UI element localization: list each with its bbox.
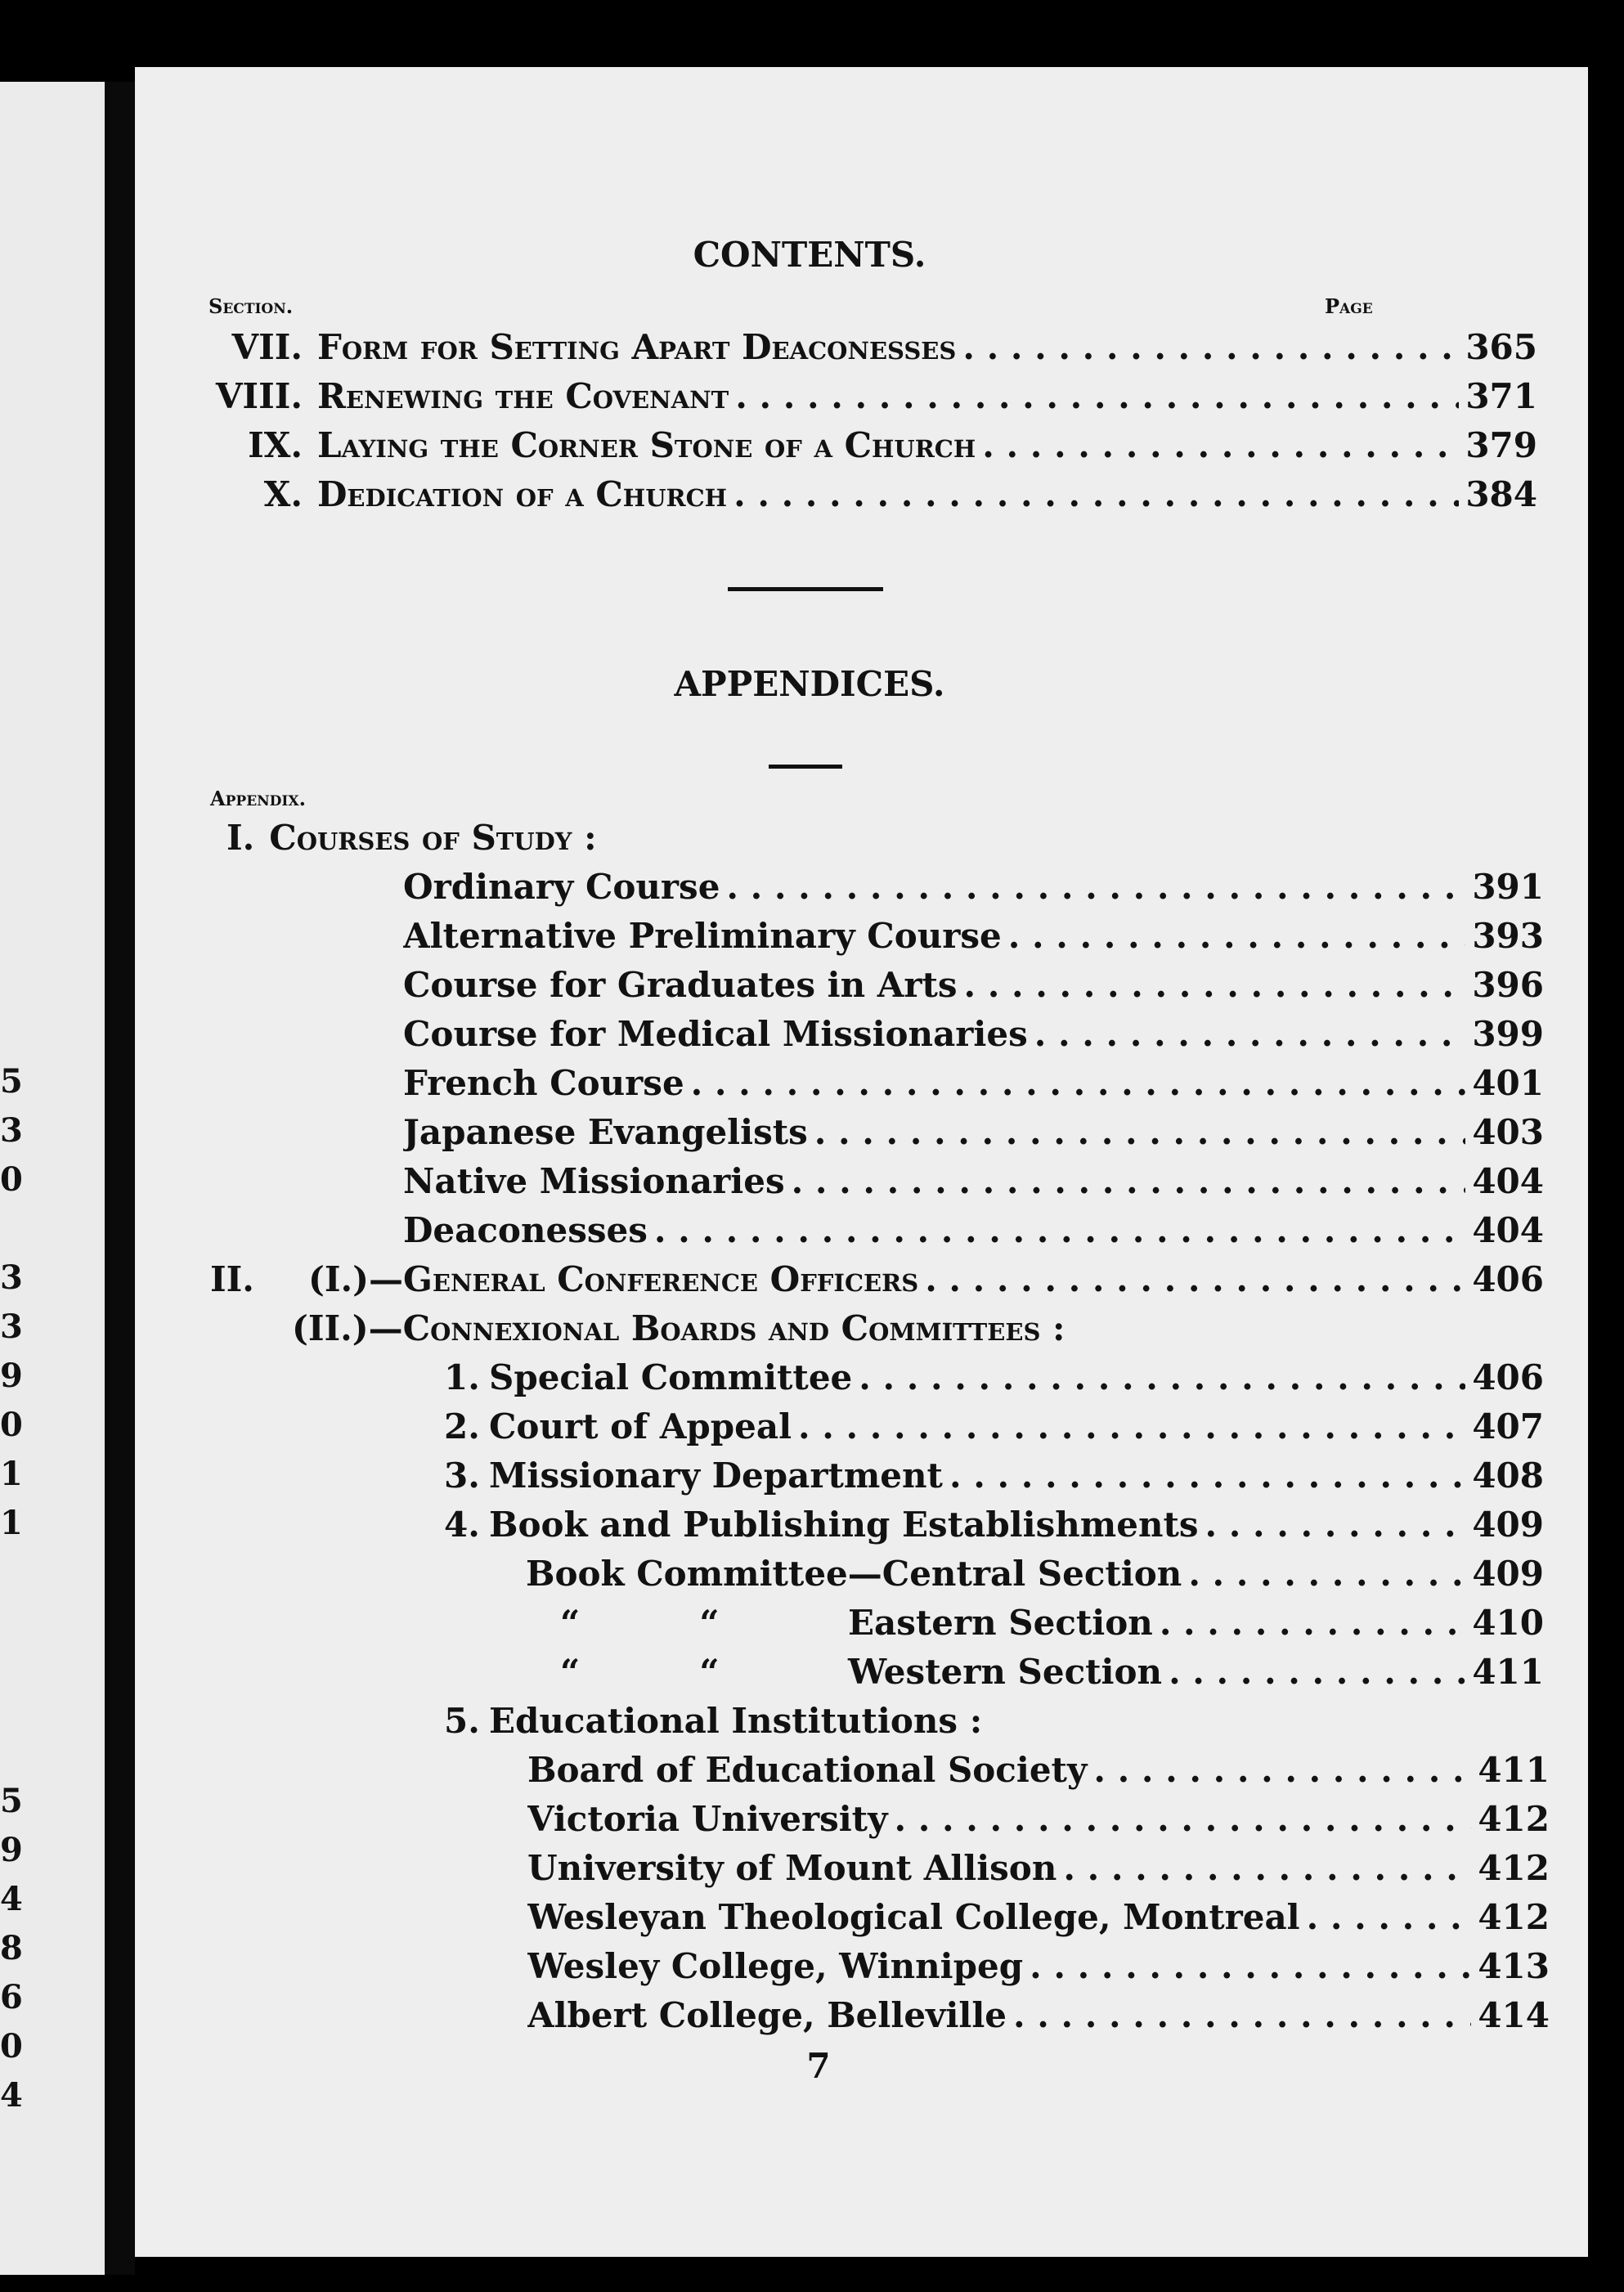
contents-entry	[209, 425, 1537, 465]
page-gutter	[105, 82, 135, 2275]
entry-number: 1.	[444, 1357, 480, 1397]
left-margin-number: 0	[0, 1164, 23, 1196]
entry-title: Native Missionaries	[403, 1161, 785, 1201]
entry-title: Educational Institutions :	[489, 1701, 983, 1741]
leader-dots	[814, 1112, 1466, 1152]
appendix-group-entry	[210, 1259, 1544, 1299]
left-margin-number: 0	[0, 2030, 23, 2063]
page-number: 7	[806, 2046, 831, 2086]
leader-dots	[1013, 1995, 1471, 2035]
entry-title: University of Mount Allison	[527, 1848, 1057, 1888]
institution-entry	[527, 1897, 1550, 1937]
leader-dots	[798, 1406, 1465, 1447]
leader-dots	[726, 867, 1465, 907]
entry-page: 379	[1465, 425, 1537, 465]
entry-page: 365	[1465, 327, 1537, 367]
leader-dots	[1169, 1652, 1465, 1692]
entry-title: Dedication of a Church	[317, 474, 728, 514]
institution-entry	[527, 1799, 1550, 1839]
entry-page: 407	[1472, 1406, 1544, 1447]
entry-number: 5.	[444, 1701, 480, 1741]
course-entry	[403, 1210, 1544, 1250]
entry-number: VII.	[231, 327, 303, 367]
entry-title: Book and Publishing Establishments	[489, 1505, 1199, 1545]
entry-title: Course for Graduates in Arts	[403, 965, 958, 1005]
page	[135, 67, 1588, 2257]
appendix-subgroup-heading	[292, 1308, 1065, 1348]
entry-title: Alternative Preliminary Course	[403, 916, 1002, 956]
course-entry	[403, 867, 1544, 907]
subgroup-number: (II.)—	[292, 1308, 403, 1348]
entry-title: Board of Educational Society	[527, 1750, 1088, 1790]
group-title: Courses of Study :	[269, 818, 597, 858]
board-entry	[444, 1505, 1544, 1545]
leader-dots	[1188, 1554, 1465, 1594]
entry-page: 411	[1472, 1652, 1544, 1692]
leader-dots	[1307, 1897, 1472, 1937]
leader-dots	[982, 425, 1459, 465]
entry-number: 4.	[444, 1505, 480, 1545]
leader-dots	[691, 1063, 1466, 1103]
entry-title: Ordinary Course	[403, 867, 720, 907]
leader-dots	[925, 1259, 1465, 1299]
entry-page: 371	[1465, 376, 1537, 416]
entry-title: Wesleyan Theological College, Montreal	[527, 1897, 1300, 1937]
course-entry	[403, 1063, 1544, 1103]
entry-page: 396	[1472, 965, 1544, 1005]
entry-title: Deaconesses	[403, 1210, 648, 1250]
course-entry	[403, 916, 1544, 956]
leader-dots	[859, 1357, 1465, 1397]
entry-title: Renewing the Covenant	[317, 376, 729, 416]
course-entry	[403, 965, 1544, 1005]
book-committee-entry	[560, 1652, 1544, 1692]
entry-number: 3.	[444, 1455, 480, 1496]
book-committee-entry	[560, 1603, 1544, 1643]
group-number: I.	[227, 818, 255, 858]
leader-dots	[1063, 1848, 1471, 1888]
entry-page: 411	[1478, 1750, 1550, 1790]
entry-page: 406	[1472, 1259, 1544, 1299]
leader-dots	[735, 376, 1459, 416]
institution-entry	[527, 1995, 1550, 2035]
entry-page: 406	[1472, 1357, 1544, 1397]
leader-dots	[895, 1799, 1472, 1839]
entry-number: 2.	[444, 1406, 480, 1447]
subgroup-title: Connexional Boards and Committees :	[402, 1308, 1065, 1348]
board-entry	[444, 1455, 1544, 1496]
entry-page: 404	[1472, 1161, 1544, 1201]
entry-title: Laying the Corner Stone of a Church	[317, 425, 976, 465]
leader-dots	[964, 965, 1466, 1005]
left-margin-number: 3	[0, 1115, 23, 1147]
entry-page: 403	[1472, 1112, 1544, 1152]
entry-title: Court of Appeal	[489, 1406, 792, 1447]
page-column-label: Page	[1325, 294, 1373, 318]
leader-dots	[1034, 1014, 1466, 1054]
entry-page: 412	[1478, 1799, 1550, 1839]
entry-title: Form for Setting Apart Deaconesses	[317, 327, 957, 367]
leader-dots	[1030, 1946, 1471, 1986]
entry-number: IX.	[248, 425, 303, 465]
leader-dots	[949, 1455, 1465, 1496]
left-margin-number: 3	[0, 1262, 23, 1294]
entry-page: 391	[1472, 867, 1544, 907]
board-entry	[444, 1357, 1544, 1397]
leader-dots	[1008, 916, 1466, 956]
entry-title: Book Committee—Central Section	[526, 1554, 1182, 1594]
contents-entry	[209, 474, 1537, 514]
contents-title: CONTENTS.	[693, 235, 926, 275]
entry-page: 414	[1478, 1995, 1550, 2035]
left-margin-number: 5	[0, 1065, 23, 1098]
entry-title: Albert College, Belleville	[527, 1995, 1007, 2035]
appendix-group-heading	[227, 818, 597, 858]
entry-page: 410	[1472, 1603, 1544, 1643]
entry-title: Course for Medical Missionaries	[403, 1014, 1028, 1054]
left-margin-number: 5	[0, 1785, 23, 1818]
entry-page: 412	[1478, 1848, 1550, 1888]
left-margin-number: 3	[0, 1311, 23, 1343]
left-margin-number: 4	[0, 1883, 23, 1916]
entry-title: Missionary Department	[489, 1455, 943, 1496]
board-entry	[444, 1406, 1544, 1447]
course-entry	[403, 1112, 1544, 1152]
institution-entry	[527, 1946, 1550, 1986]
entry-page: 401	[1472, 1063, 1544, 1103]
ditto-marks: “ “	[560, 1652, 720, 1692]
course-entry	[403, 1014, 1544, 1054]
left-margin-number: 1	[0, 1507, 23, 1540]
entry-title: Victoria University	[527, 1799, 888, 1839]
entry-page: 409	[1472, 1554, 1544, 1594]
entry-number: VIII.	[215, 376, 303, 416]
contents-entry	[209, 376, 1537, 416]
leader-dots	[733, 474, 1459, 514]
entry-number: X.	[263, 474, 303, 514]
ditto-marks: “ “	[560, 1603, 720, 1643]
entry-title: Japanese Evangelists	[403, 1112, 808, 1152]
left-margin-number: 0	[0, 1409, 23, 1442]
entry-title: French Course	[403, 1063, 684, 1103]
appendix-column-label: Appendix.	[210, 787, 306, 810]
appendices-title: APPENDICES.	[674, 664, 945, 704]
entry-page: 409	[1472, 1505, 1544, 1545]
institution-entry	[527, 1750, 1550, 1790]
entry-page: 413	[1478, 1946, 1550, 1986]
left-page-edge	[0, 82, 105, 2275]
entry-page: 399	[1472, 1014, 1544, 1054]
entry-page: 412	[1478, 1897, 1550, 1937]
entry-title: Wesley College, Winnipeg	[527, 1946, 1024, 1986]
entry-page: 408	[1472, 1455, 1544, 1496]
book-committee-entry	[526, 1554, 1544, 1594]
left-margin-number: 9	[0, 1360, 23, 1393]
entry-page: 404	[1472, 1210, 1544, 1250]
leader-dots	[962, 327, 1459, 367]
subgroup-number: (I.)—	[308, 1259, 404, 1299]
section-column-label: Section.	[209, 294, 294, 318]
leader-dots	[1160, 1603, 1466, 1643]
left-margin-number: 1	[0, 1458, 23, 1491]
leader-dots	[654, 1210, 1465, 1250]
contents-entry	[209, 327, 1537, 367]
group-number: II.	[210, 1259, 254, 1299]
section-divider-rule	[728, 587, 883, 591]
left-margin-number: 8	[0, 1932, 23, 1965]
heading-underline-rule	[769, 765, 842, 769]
left-margin-number: 6	[0, 1981, 23, 2014]
leader-dots	[1205, 1505, 1466, 1545]
left-margin-number: 9	[0, 1834, 23, 1867]
leader-dots	[792, 1161, 1466, 1201]
entry-title: Special Committee	[489, 1357, 853, 1397]
entry-page: 393	[1472, 916, 1544, 956]
course-entry	[403, 1161, 1544, 1201]
board-heading	[444, 1701, 982, 1741]
institution-entry	[527, 1848, 1550, 1888]
entry-title: General Conference Officers	[403, 1259, 919, 1299]
left-margin-number: 4	[0, 2079, 23, 2112]
leader-dots	[1093, 1750, 1471, 1790]
entry-title: Western Section	[848, 1652, 1163, 1692]
entry-title: Eastern Section	[848, 1603, 1153, 1643]
entry-page: 384	[1465, 474, 1537, 514]
